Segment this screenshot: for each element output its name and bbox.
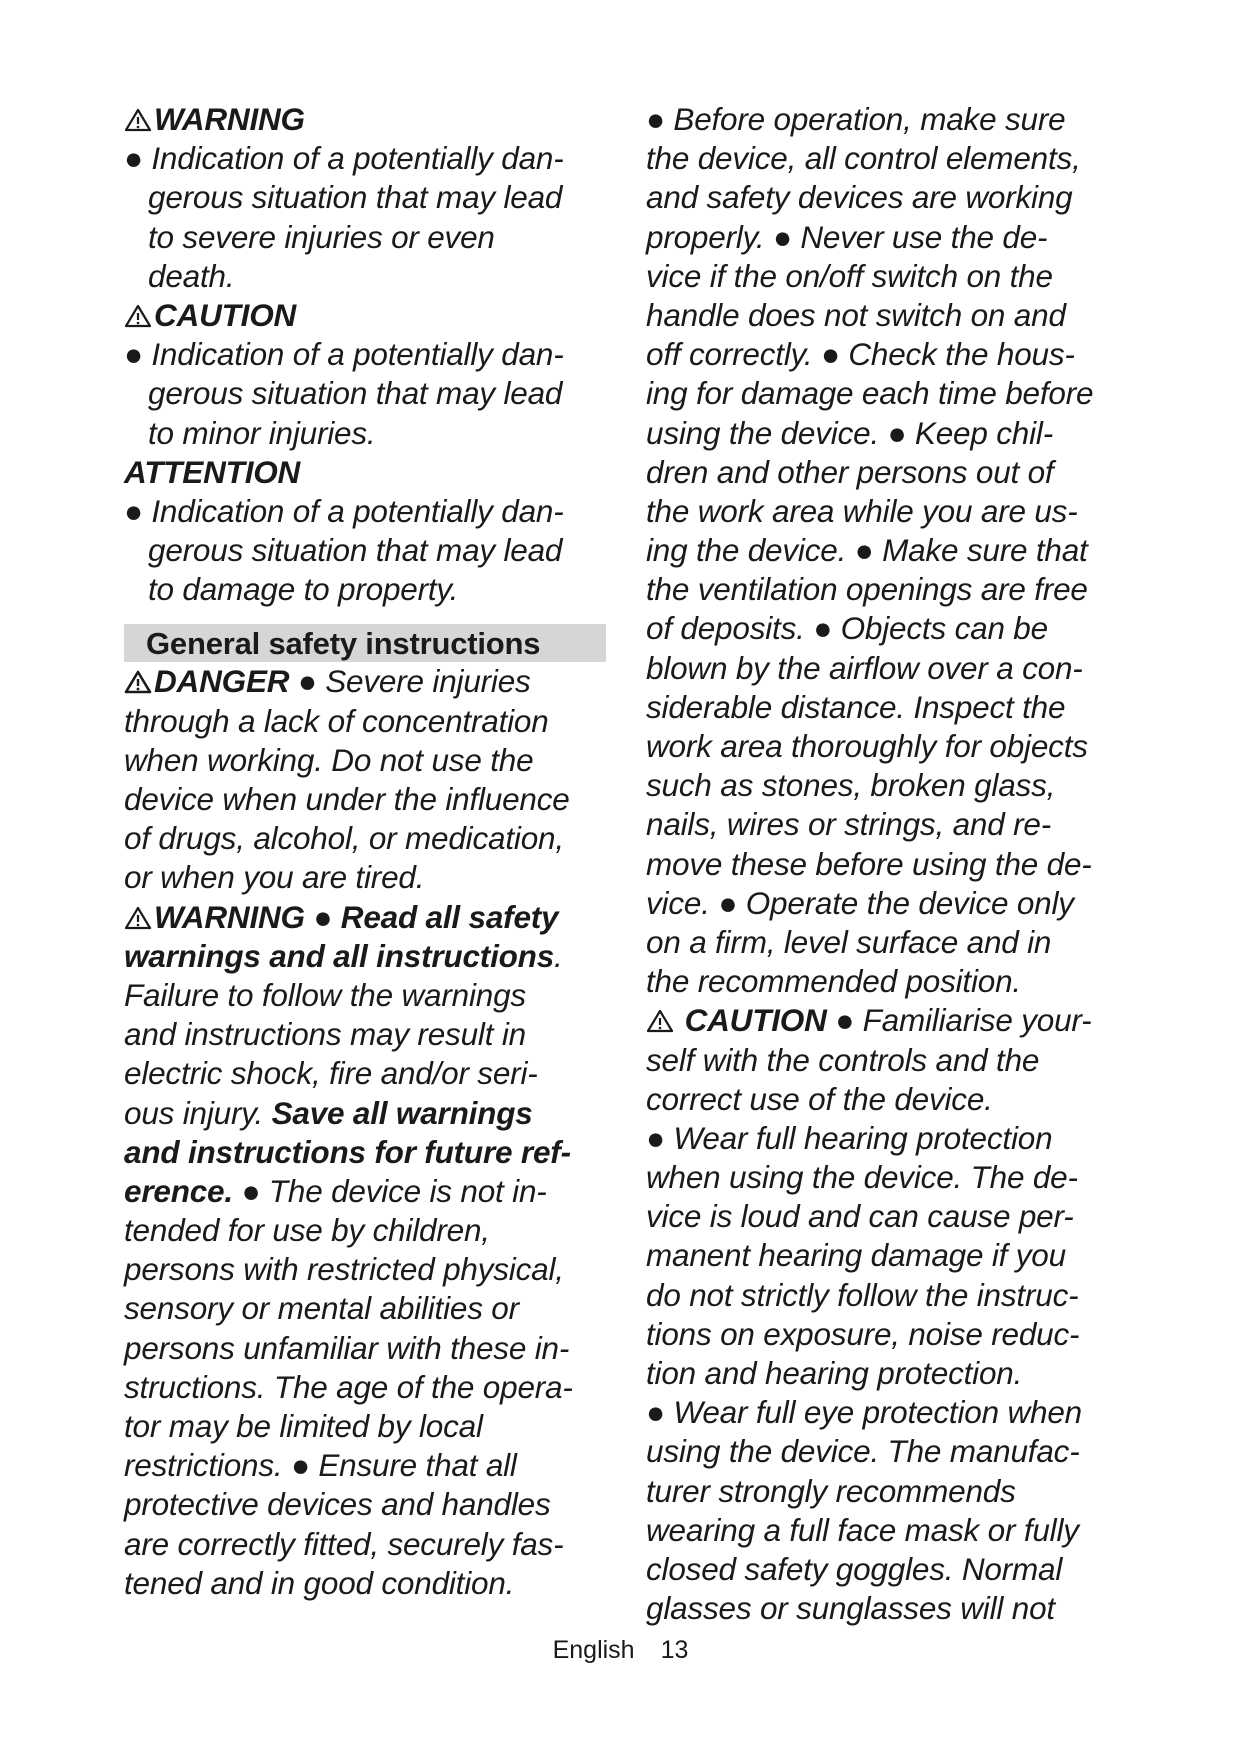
warning-paragraph-line: sensory or mental abilities or (124, 1290, 519, 1327)
caution-text-line: to minor injuries. (148, 414, 376, 451)
right-text-line: manent hearing damage if you (646, 1237, 1066, 1274)
warning-text-line: gerous situation that may lead (148, 179, 563, 216)
right-text-line: vice. ● Operate the device only (646, 884, 1074, 921)
caution-triangle-icon (646, 1009, 674, 1033)
caution-text-line: ● Indication of a potentially dan- (124, 336, 564, 373)
right-text-line: handle does not switch on and (646, 296, 1066, 333)
right-text-line: of deposits. ● Objects can be (646, 610, 1048, 647)
right-text-line: move these before using the de- (646, 845, 1092, 882)
right-text-line: vice is loud and can cause per- (646, 1198, 1074, 1235)
attention-heading: ATTENTION (124, 453, 301, 490)
caution-text-line: gerous situation that may lead (148, 375, 563, 412)
danger-text-line: through a lack of concentration (124, 702, 549, 739)
right-text-line: self with the controls and the (646, 1041, 1040, 1078)
caution-text: ● Familiarise your- (826, 1002, 1092, 1039)
warning-paragraph-line: tended for use by children, (124, 1212, 490, 1249)
attention-text-line: to damage to property. (148, 571, 459, 608)
right-text-line: vice if the on/off switch on the (646, 257, 1053, 294)
right-text-line: ● Wear full hearing protection (646, 1119, 1053, 1156)
right-text-line: correct use of the device. (646, 1080, 993, 1117)
warning-paragraph-line: tened and in good condition. (124, 1564, 515, 1601)
attention-text-line: gerous situation that may lead (148, 532, 563, 569)
warning-heading: WARNING (124, 100, 606, 139)
left-column (124, 100, 606, 1603)
warning-paragraph-line: persons with restricted physical, (124, 1251, 564, 1288)
right-text-line: ● Before operation, make sure (646, 101, 1066, 137)
caution-triangle-icon (124, 304, 152, 328)
right-text-line: the recommended position. (646, 963, 1021, 1000)
warning-paragraph-line: protective devices and handles (124, 1486, 551, 1523)
right-column (646, 100, 1126, 1628)
right-text-line: on a firm, level surface and in (646, 923, 1052, 960)
caution-label: CAUTION (684, 1002, 827, 1039)
right-text-line: ing the device. ● Make sure that (646, 532, 1088, 569)
danger-text-line: when working. Do not use the (124, 741, 534, 778)
page-footer (0, 1636, 1241, 1665)
danger-heading-line (124, 662, 606, 701)
right-text-line: properly. ● Never use the de- (646, 218, 1048, 255)
right-text-line: tions on exposure, noise reduc- (646, 1315, 1080, 1352)
right-text-line: blown by the airflow over a con- (646, 649, 1083, 686)
right-text-line: glasses or sunglasses will not (646, 1590, 1055, 1627)
right-text-line: ing for damage each time before (646, 375, 1094, 412)
right-text-line: turer strongly recommends (646, 1472, 1016, 1509)
danger-text-line: device when under the influence (124, 781, 570, 817)
danger-text-line: or when you are tired. (124, 859, 425, 896)
warning-paragraph-line: and instructions may result in (124, 1016, 526, 1053)
warning-paragraph-line: erence. ● The device is not in- (124, 1172, 547, 1209)
danger-label: DANGER (154, 663, 290, 700)
right-text-line: when using the device. The de- (646, 1159, 1078, 1196)
danger-triangle-icon (124, 670, 152, 694)
right-text-line: tion and hearing protection. (646, 1355, 1023, 1391)
right-text-line: using the device. ● Keep chil- (646, 414, 1054, 451)
warning-paragraph-line: persons unfamiliar with these in- (124, 1329, 570, 1366)
right-text-line: work area thoroughly for objects (646, 728, 1088, 764)
warning-paragraph-line: structions. The age of the opera- (124, 1368, 573, 1405)
right-text-line: closed safety goggles. Normal (646, 1550, 1063, 1587)
right-text-line: dren and other persons out of (646, 453, 1054, 490)
footer-language: English (552, 1636, 635, 1664)
section-heading-general-safety: General safety instructions (124, 624, 606, 662)
warning-paragraph-line: and instructions for future ref- (124, 1133, 571, 1170)
warning-paragraph-line: tor may be limited by local (124, 1408, 483, 1444)
page-number: 13 (660, 1636, 689, 1664)
right-text-line: wearing a full face mask or fully (646, 1511, 1079, 1548)
warning-label: WARNING (154, 898, 305, 935)
right-text-line: the device, all control elements, (646, 140, 1081, 177)
warning-paragraph-line: electric shock, fire and/or seri- (124, 1055, 538, 1092)
warning-paragraph-line: restrictions. ● Ensure that all (124, 1447, 517, 1484)
warning-paragraph-line: are correctly fitted, securely fas- (124, 1525, 564, 1562)
warning-text-line: death. (148, 257, 235, 294)
warning-triangle-icon (124, 108, 152, 132)
warning-triangle-icon (124, 906, 152, 930)
caution-paragraph-heading-line (646, 1001, 1126, 1040)
right-text-line: using the device. The manufac- (646, 1433, 1080, 1470)
right-text-line: nails, wires or strings, and re- (646, 806, 1051, 843)
attention-text-line: ● Indication of a potentially dan- (124, 492, 564, 529)
right-text-line: the ventilation openings are free (646, 571, 1088, 608)
right-text-line: such as stones, broken glass, (646, 767, 1056, 804)
danger-text-line: of drugs, alcohol, or medication, (124, 820, 564, 857)
right-text-line: and safety devices are working (646, 179, 1073, 216)
right-text-line: the work area while you are us- (646, 492, 1078, 529)
right-text-line: off correctly. ● Check the hous- (646, 336, 1075, 373)
warning-paragraph-line: Failure to follow the warnings (124, 976, 526, 1013)
right-text-line: do not strictly follow the instruc- (646, 1276, 1079, 1313)
right-text-line: ● Wear full eye protection when (646, 1394, 1082, 1431)
warning-text-line: ● Indication of a potentially dan- (124, 140, 564, 177)
caution-heading: CAUTION (124, 296, 606, 335)
danger-text: ● Severe injuries (289, 663, 531, 700)
warning-paragraph-line: ous injury. Save all warnings (124, 1094, 533, 1131)
right-text-line: siderable distance. Inspect the (646, 688, 1066, 725)
warning-bold-text: ● Read all safety (304, 898, 559, 935)
warning-paragraph-line: warnings and all instructions. (124, 937, 563, 974)
warning-text-line: to severe injuries or even (148, 218, 495, 255)
warning-paragraph-heading-line (124, 898, 606, 937)
